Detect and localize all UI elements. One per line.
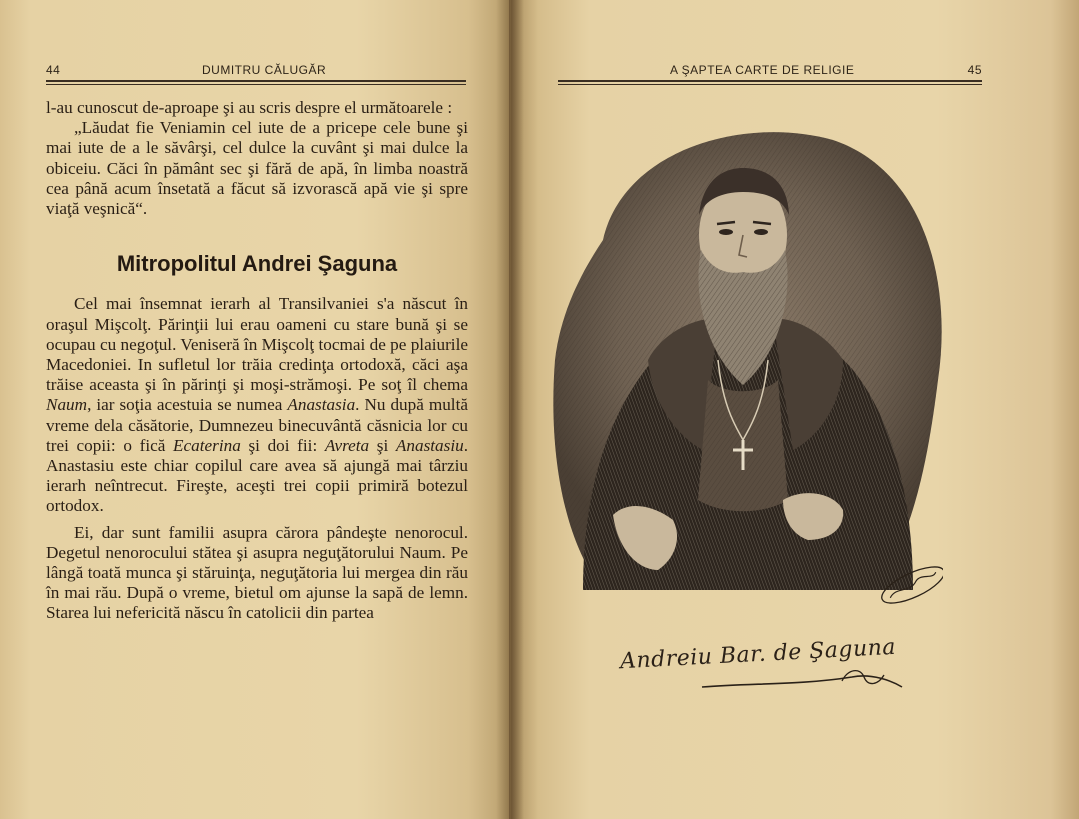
body-text: şi doi fii: [240, 435, 325, 455]
right-header-rule [558, 84, 982, 85]
name-ecaterina: Ecaterina [173, 435, 241, 455]
name-avreta: Avreta [324, 435, 370, 455]
right-running-title: A ŞAPTEA CARTE DE RELIGIE [670, 63, 855, 77]
left-page [0, 0, 510, 819]
name-anastasia: Anastasia [287, 395, 356, 415]
left-header-rule [46, 84, 466, 85]
left-running-head [46, 60, 466, 82]
name-anastasiu: Anastasiu [395, 435, 464, 455]
body-paragraph-2: Ei, dar sunt familii asupra cărora pândeşte nenorocul. Degetul nenorocului stătea şi asupra neguţătorului Naum. Pe lângă toată munca şi stăruinţa, neguţătoria lui mergea din rău în mai rău. După o vreme, bietul om ajunse la sapă de lemn. Starea lui nefericită născu în catolicii din partea [46, 522, 468, 623]
body-text: . Nu după multă vreme dela căsătorie, Dumnezeu binecuvântă căsnicia lor cu trei copii: o fică [46, 395, 468, 455]
portrait-signature: Andreiu Bar. de Şaguna [619, 634, 897, 675]
body-text: Cel mai însemnat ierarh al Transilvaniei s'a născut în oraşul Mişcolţ. Părinţii lui erau oameni cu stare bună şi se ocupau cu negoţul. Veniseră în Mişcolţ tocmai de pe plaiurile Macedoniei. In sufletul lor trăia credinţa ortodoxă, căci aşa trăise aceasta şi în părinţi şi moşi-strămoşi. Pe soţ îl chema [46, 294, 468, 395]
book-gutter [496, 0, 524, 819]
body-paragraph-1 [46, 294, 468, 516]
right-running-head [558, 60, 982, 82]
left-running-title: DUMITRU CĂLUGĂR [202, 63, 327, 77]
portrait-engraving [543, 120, 943, 630]
section-heading: Mitropolitul Andrei Şaguna [116, 251, 398, 277]
body-text: şi [369, 435, 396, 455]
body-text: . Anastasiu este chiar copilul care avea să ajungă mai târziu ierarh neîntrecut. Fireşte, aceşti trei copii primiră botezul ortodox. [46, 435, 469, 516]
quote-paragraph: „Lăudat fie Veniamin cel iute de a pricepe cele bune şi mai iute de a le săvârşi, cel dulce la cuvânt şi mai dulce la obiceiu. Căci în pământ sec şi fără de apă, în limba noastră cea până acum însetată a făcut să izvorască apă vie şi spre viaţă veşnică“. [46, 118, 468, 219]
right-page-number: 45 [967, 63, 982, 77]
name-naum: Naum [46, 395, 88, 415]
intro-paragraph: l-au cunoscut de-aproape şi au scris despre el următoarele : [46, 98, 453, 117]
left-page-text [46, 98, 468, 624]
body-text: , iar soţia acestuia se numea [87, 395, 288, 415]
left-page-number: 44 [46, 63, 61, 77]
